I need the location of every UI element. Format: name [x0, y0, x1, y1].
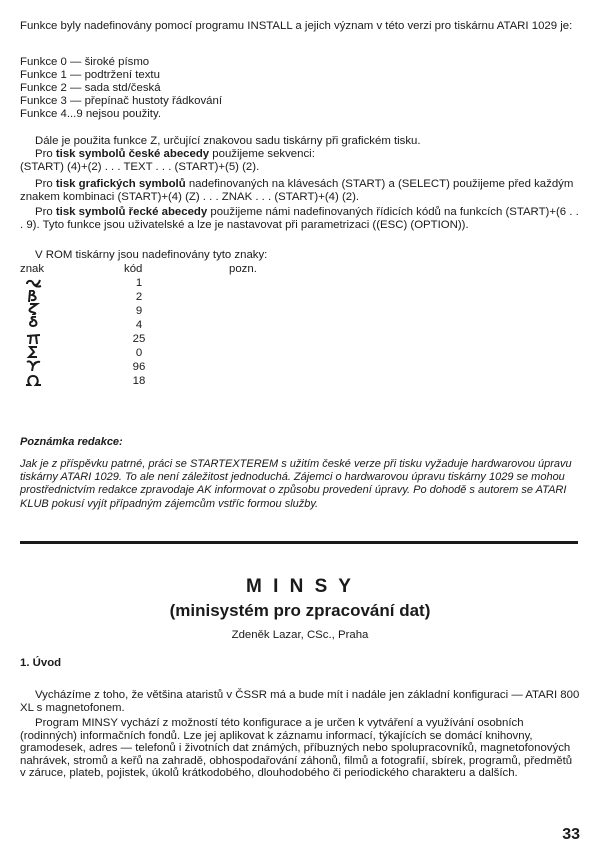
- section-divider: [20, 541, 578, 544]
- function-line-0: Funkce 0 — široké písmo: [20, 56, 150, 68]
- table-header-kod: kód: [124, 263, 143, 275]
- code-value: 4: [135, 319, 143, 331]
- code-value: 1: [135, 277, 143, 289]
- article-subtitle: (minisystém pro zpracování dat): [169, 601, 431, 620]
- intro-paragraph: Funkce byly nadefinovány pomocí programu INSTALL a jejich význam v této verzi pro tiskárnu ATARI 1029 je:: [20, 20, 573, 32]
- paragraph-graphic-print: Pro tisk grafických symbolů nadefinovaných na klávesách (START) a (SELECT) použijeme před každým znakem kombinaci (START)+(4) (Z) . . . ZNAK . . . (START)+(4) (2).: [20, 178, 574, 203]
- table-header-znak: znak: [20, 263, 45, 275]
- function-line-4: Funkce 4...9 nejsou použity.: [20, 108, 161, 120]
- sequence-line: (START) (4)+(2) . . . TEXT . . . (START)+(5) (2).: [20, 161, 260, 173]
- paragraph-rom: V ROM tiskárny jsou nadefinovány tyto znaky:: [35, 249, 268, 261]
- page-number: 33: [562, 826, 580, 843]
- paragraph-greek-print: Pro tisk symbolů řecké abecedy použijeme námi nadefinovaných řídicích kódů na funkcích (START)+(6 . . . 9). Tyto funkce jsou uživatelské a lze je nastavovat při parametrizaci ((ESC) (OPTION)).: [20, 206, 579, 231]
- glyph-omega-icon: [24, 374, 44, 386]
- paragraph-czech-print: Pro tisk symbolů české abecedy použijeme sekvenci:: [35, 148, 315, 160]
- function-line-1: Funkce 1 — podtržení textu: [20, 69, 160, 81]
- glyph-zeta-icon: [24, 303, 44, 315]
- paragraph-intro-minsy: Vycházíme z toho, že většina ataristů v ČSSR má a bude mít i nadále jen základní konfiguraci — ATARI 800 XL s magnetofonem.: [20, 689, 580, 714]
- function-line-2: Funkce 2 — sada std/česká: [20, 82, 161, 94]
- paragraph-function-z: Dále je použita funkce Z, určující znakovou sadu tiskárny při grafickém tisku.: [35, 135, 421, 147]
- article-title: M I N S Y: [246, 576, 354, 597]
- editor-note-text: Jak je z příspěvku patrné, práci se STARTEXTEREM s užitím české verze při tisku vyžaduje hardwarovou úpravu tiskárny ATARI 1029. To ale není záležitost jednoduchá. Zájemci o hardwarovou úpravu tiskárny 1029 se mohou prostřednictvím redakce zpravodaje AK informovat o způsobu provedení úpravy. Po dohodě s autorem se ATARI KLUB pokusí vyjít případným zájemcům vstříc formou služby.: [20, 458, 572, 510]
- glyph-gamma-icon: [24, 359, 44, 371]
- section-heading: 1. Úvod: [20, 657, 62, 669]
- code-value: 18: [132, 375, 146, 387]
- function-line-3: Funkce 3 — přepínač hustoty řádkování: [20, 95, 222, 107]
- code-value: 0: [135, 347, 143, 359]
- glyph-delta-icon: [24, 316, 44, 328]
- code-value: 25: [132, 333, 146, 345]
- table-header-pozn: pozn.: [229, 263, 257, 275]
- glyph-beta-icon: [24, 290, 44, 302]
- code-value: 9: [135, 305, 143, 317]
- editor-note-title: Poznámka redakce:: [20, 436, 123, 448]
- paragraph-program-minsy: Program MINSY vychází z možností této konfigurace a je určen k vytváření a využívání osobních (rodinných) informačních fondů. Lze jej aplikovat k záznamu informací, týkajících se domácí knihovny, gramodesek, adres — telefonů i životních dat známých, příbuzných nebo spolupracovníků, magnetofonových nahrávek, stromů a keřů na zahradě, obhospodařování záhonů, filmů a fotografií, sbírek, programů, předmětů v záruce, plateb, pojistek, úkolů krátkodobého, dlouhodobého či periodického charakteru a dalších.: [20, 717, 573, 780]
- glyph-pi-icon: [24, 333, 44, 345]
- code-value: 96: [132, 361, 146, 373]
- article-author: Zdeněk Lazar, CSc., Praha: [231, 629, 369, 641]
- glyph-sigma-icon: [24, 346, 44, 358]
- glyph-alpha-icon: [24, 277, 44, 289]
- code-value: 2: [135, 291, 143, 303]
